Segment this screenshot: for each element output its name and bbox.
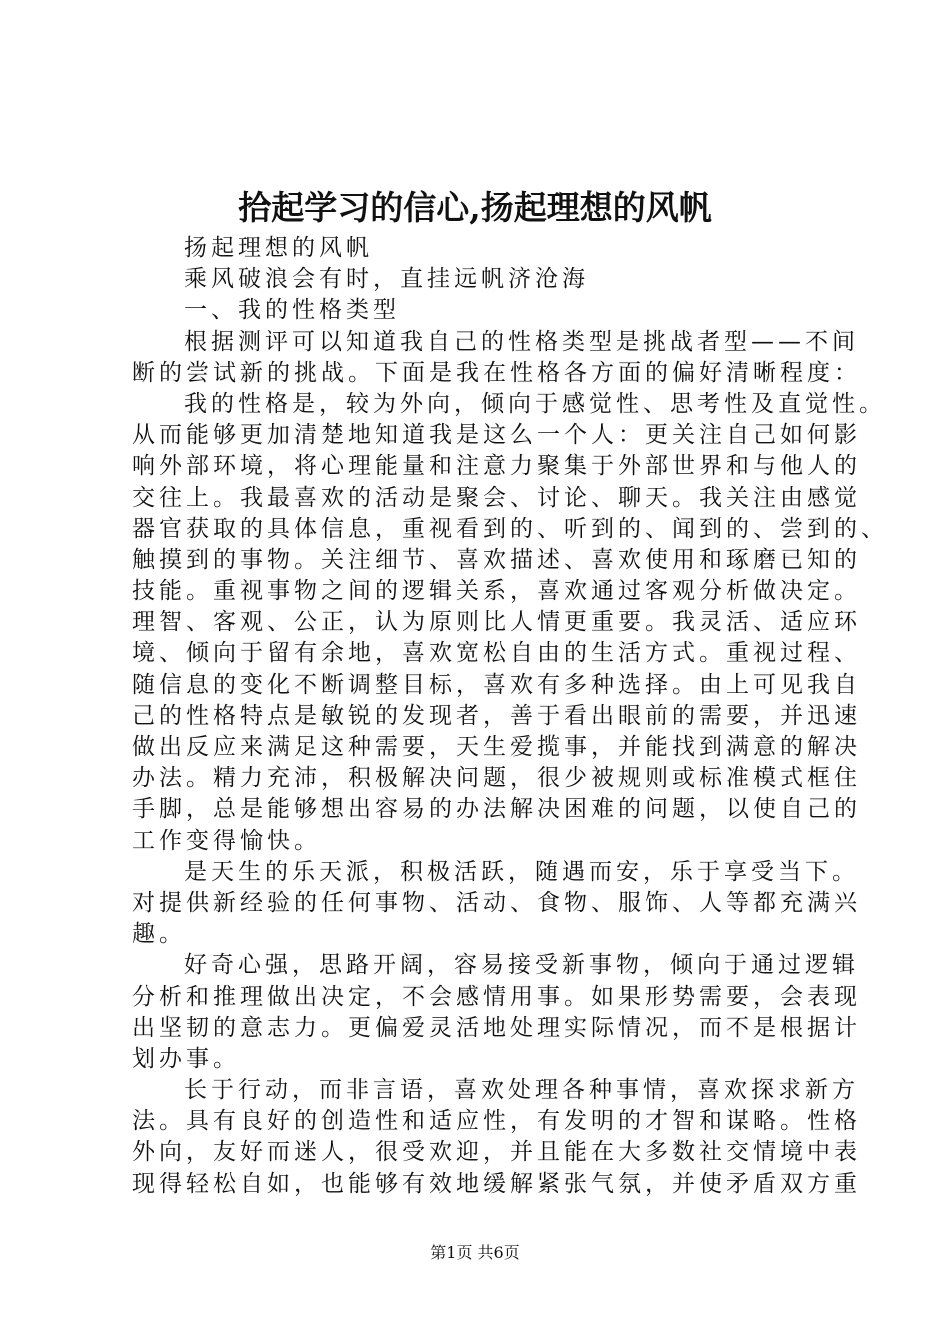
- paragraph-line: 我的性格是，较为外向，倾向于感觉性、思考性及直觉性。: [184, 390, 886, 417]
- page-number-footer: 第1页 共6页: [430, 1243, 520, 1262]
- paragraph-line: 外向，友好而迷人，很受欢迎，并且能在大多数社交情境中表: [132, 1139, 861, 1166]
- document-title: 拾起学习的信心,扬起理想的风帆: [238, 188, 712, 227]
- paragraph-line: 理智、客观、公正，认为原则比人情更重要。我灵活、适应环: [132, 609, 861, 636]
- paragraph-line: 己的性格特点是敏锐的发现者，善于看出眼前的需要，并迅速: [132, 702, 861, 729]
- paragraph-line: 境、倾向于留有余地，喜欢宽松自由的生活方式。重视过程、: [132, 640, 861, 667]
- paragraph-line: 技能。重视事物之间的逻辑关系，喜欢通过客观分析做决定。: [132, 578, 861, 605]
- paragraph-line: 划办事。: [132, 1045, 240, 1072]
- paragraph-line: 触摸到的事物。关注细节、喜欢描述、喜欢使用和琢磨已知的: [132, 546, 861, 573]
- paragraph-line: 长于行动，而非言语，喜欢处理各种事情，喜欢探求新方: [184, 1077, 859, 1104]
- paragraph-line: 工作变得愉快。: [132, 827, 321, 854]
- document-body: [132, 233, 888, 1200]
- paragraph-line: 响外部环境，将心理能量和注意力聚集于外部世界和与他人的: [132, 453, 861, 480]
- paragraph-line: 趣。: [132, 921, 186, 948]
- paragraph-line: 器官获取的具体信息，重视看到的、听到的、闻到的、尝到的、: [132, 515, 888, 542]
- paragraph-line: 根据测评可以知道我自己的性格类型是挑战者型——不间: [184, 328, 859, 355]
- paragraph-line: 是天生的乐天派，积极活跃，随遇而安，乐于享受当下。: [184, 858, 859, 885]
- paragraph-line: 做出反应来满足这种需要，天生爱揽事，并能找到满意的解决: [132, 734, 861, 760]
- paragraph-line: 断的尝试新的挑战。下面是我在性格各方面的偏好清晰程度：: [132, 359, 861, 386]
- paragraph-line: 法。具有良好的创造性和适应性，有发明的才智和谋略。性格: [132, 1108, 861, 1135]
- quote-line: 乘风破浪会有时，直挂远帆济沧海: [184, 266, 589, 293]
- paragraph-line: 交往上。我最喜欢的活动是聚会、讨论、聊天。我关注由感觉: [132, 484, 861, 511]
- paragraph-line: 对提供新经验的任何事物、活动、食物、服饰、人等都充满兴: [132, 889, 861, 916]
- paragraph-line: 从而能够更加清楚地知道我是这么一个人：更关注自己如何影: [132, 422, 861, 449]
- subtitle-line: 扬起理想的风帆: [184, 235, 373, 261]
- paragraph-line: 好奇心强，思路开阔，容易接受新事物，倾向于通过逻辑: [184, 952, 859, 979]
- paragraph-line: 分析和推理做出决定，不会感情用事。如果形势需要，会表现: [132, 983, 861, 1010]
- paragraph-line: 随信息的变化不断调整目标，喜欢有多种选择。由上可见我自: [132, 671, 861, 698]
- paragraph-line: 手脚，总是能够想出容易的办法解决困难的问题，以使自己的: [132, 796, 861, 823]
- paragraph-line: 出坚韧的意志力。更偏爱灵活地处理实际情况，而不是根据计: [132, 1014, 861, 1041]
- paragraph-line: 现得轻松自如，也能够有效地缓解紧张气氛，并使矛盾双方重: [132, 1170, 861, 1197]
- section-heading: 一、我的性格类型: [184, 297, 400, 324]
- paragraph-line: 办法。精力充沛，积极解决问题，很少被规则或标准模式框住: [132, 765, 861, 792]
